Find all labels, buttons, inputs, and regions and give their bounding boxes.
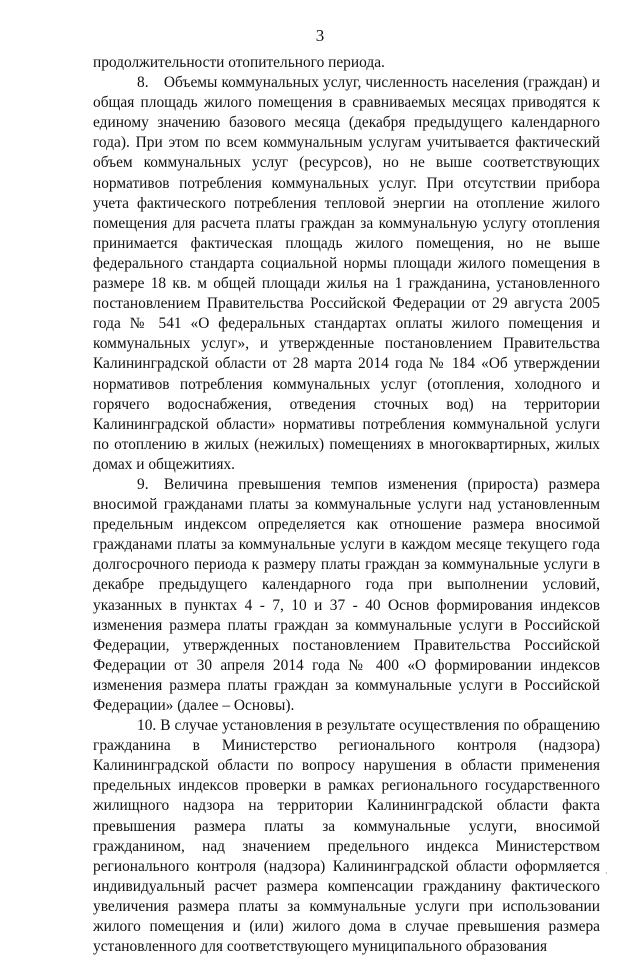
scan-speck: · (605, 869, 608, 878)
paragraph-item-9: 9. Величина превышения темпов изменения (прироста) размера вносимой гражданами платы за коммунальные услуги над установленным предельным индексом определяется как отношение размера вносимой гражданами платы за коммунальные услуги в каждом месяце текущего года долгосрочного периода к размеру платы граждан за коммунальные услуги в декабре предыдущего календарного года при выполнении условий, указанных в пунктах 4 - 7, 10 и 37 - 40 Основ формирования индексов изменения размера платы граждан за коммунальные услуги в Российской Федерации, утвержденных постановлением Правительства Российской Федерации от 30 апреля 2014 года № 400 «О формировании индексов изменения размера платы граждан за коммунальные услуги в Российской Федерации» (далее – Основы). (93, 475, 600, 714)
document-body (93, 53, 600, 957)
paragraph-continuation: продолжительности отопительного периода. (93, 54, 385, 71)
paragraph-item-10: 10. В случае установления в результате осуществления по обращению гражданина в Министерство регионального контроля (надзора) Калининградской области по вопросу нарушения в области применения предельных индексов проверки в рамках регионального государственного жилищного надзора на территории Калининградской области факта превышения размера платы за коммунальные услуги, вносимой гражданином, над значением предельного индекса Министерством регионального контроля (надзора) Калининградской области оформляется индивидуальный расчет размера компенсации гражданину фактического увеличения размера платы за коммунальные услуги при использовании жилого помещения и (или) жилого дома в случае превышения размера установленного для соответствующего муниципального образования (93, 717, 600, 956)
page-number: 3 (315, 26, 325, 45)
paragraph-item-8: 8. Объемы коммунальных услуг, численность населения (граждан) и общая площадь жилого помещения в сравниваемых месяцах приводятся к единому значению базового месяца (декабря предыдущего календарного года). При этом по всем коммунальным услугам учитывается фактический объем коммунальных услуг (ресурсов), но не выше соответствующих нормативов потребления коммунальных услуг. При отсутствии прибора учета фактического потребления тепловой энергии на отопление жилого помещения для расчета платы граждан за коммунальную услугу отопления принимается фактическая площадь жилого помещения, но не выше федерального стандарта социальной нормы площади жилого помещения в размере 18 кв. м общей площади жилья на 1 гражданина, установленного постановлением Правительства Российской Федерации от 29 августа 2005 года № 541 «О федеральных стандартах оплаты жилого помещения и коммунальных услуг», и утвержденные постановлением Правительства Калининградской области от 28 марта 2014 года № 184 «Об утверждении нормативов потребления коммунальных услуг (отопления, холодного и горячего водоснабжения, отведения сточных вод) на территории Калининградской области» нормативы потребления коммунальной услуги по отоплению в жилых (нежилых) помещениях в многоквартирных, жилых домах и общежитиях. (93, 74, 600, 473)
